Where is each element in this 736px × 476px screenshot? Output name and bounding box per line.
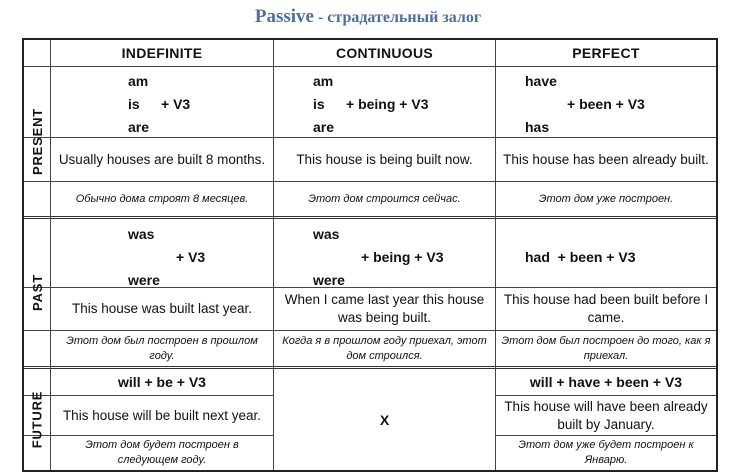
passive-voice-table bbox=[22, 38, 718, 472]
future-indefinite-translation: Этот дом будет построен в следующем году. bbox=[85, 439, 239, 466]
present-perfect-have: have bbox=[525, 73, 557, 89]
present-indefinite-tail: + V3 bbox=[161, 96, 191, 112]
section-divider bbox=[24, 216, 716, 219]
past-indefinite-was: was bbox=[128, 226, 155, 242]
present-continuous-are: are bbox=[313, 119, 335, 135]
past-continuous-example: When I came last year this house was being built. bbox=[284, 292, 485, 325]
past-continuous-were: were bbox=[313, 272, 345, 288]
present-continuous-tail: + being + V3 bbox=[346, 96, 429, 112]
present-perfect-translation: Этот дом уже построен. bbox=[538, 192, 674, 205]
present-continuous-is: is bbox=[313, 96, 325, 112]
present-indefinite-translation: Обычно дома строят 8 месяцев. bbox=[75, 192, 249, 205]
future-indefinite-example: This house will be built next year. bbox=[62, 407, 262, 423]
title-sub: - страдательный залог bbox=[313, 9, 482, 26]
page-title bbox=[0, 6, 736, 28]
present-perfect-example: This house has been already built. bbox=[503, 151, 709, 167]
present-continuous-translation: Этот дом строится сейчас. bbox=[308, 192, 461, 205]
row-label-future: FUTURE bbox=[29, 390, 45, 448]
row-label-past: PAST bbox=[29, 273, 45, 311]
past-continuous-tail: + being + V3 bbox=[361, 249, 444, 265]
header-indefinite: INDEFINITE bbox=[121, 45, 203, 61]
past-indefinite-translation: Этот дом был построен в прошлом году. bbox=[66, 334, 258, 362]
present-indefinite-example: Usually houses are built 8 months. bbox=[58, 151, 266, 167]
past-perfect-example: This house had been built before I came. bbox=[503, 292, 709, 325]
present-indefinite-is: is bbox=[128, 96, 140, 112]
present-indefinite-am: am bbox=[128, 73, 149, 89]
past-perfect-formula: had + been + V3 bbox=[525, 249, 636, 265]
title-main: Passive bbox=[254, 6, 314, 27]
past-continuous-was: was bbox=[313, 226, 340, 242]
past-continuous-translation: Когда я в прошлом году приехал, этот дом строился. bbox=[282, 334, 487, 362]
header-continuous: CONTINUOUS bbox=[335, 45, 434, 61]
future-perfect-translation: Этот дом уже будет построен к Январю. bbox=[518, 439, 694, 466]
past-indefinite-tail: + V3 bbox=[176, 249, 206, 265]
header-divider bbox=[24, 66, 716, 67]
future-perfect-formula: will + have + been + V3 bbox=[529, 374, 683, 390]
past-indefinite-example: This house was built last year. bbox=[71, 301, 253, 316]
present-continuous-am: am bbox=[313, 73, 334, 89]
future-perfect-example: This house will have been already built by January. bbox=[504, 398, 708, 432]
past-perfect-translation: Этот дом был построен до того, как я приехал. bbox=[501, 334, 711, 362]
present-perfect-tail: + been + V3 bbox=[567, 96, 645, 112]
header-perfect: PERFECT bbox=[572, 45, 640, 61]
future-continuous-mark: X bbox=[379, 411, 390, 428]
row-label-present: PRESENT bbox=[29, 107, 45, 176]
past-indefinite-were: were bbox=[128, 272, 160, 288]
present-continuous-example: This house is being built now. bbox=[296, 151, 473, 167]
future-indefinite-formula: will + be + V3 bbox=[118, 374, 206, 390]
present-perfect-has: has bbox=[525, 119, 550, 135]
present-indefinite-are: are bbox=[128, 119, 150, 135]
